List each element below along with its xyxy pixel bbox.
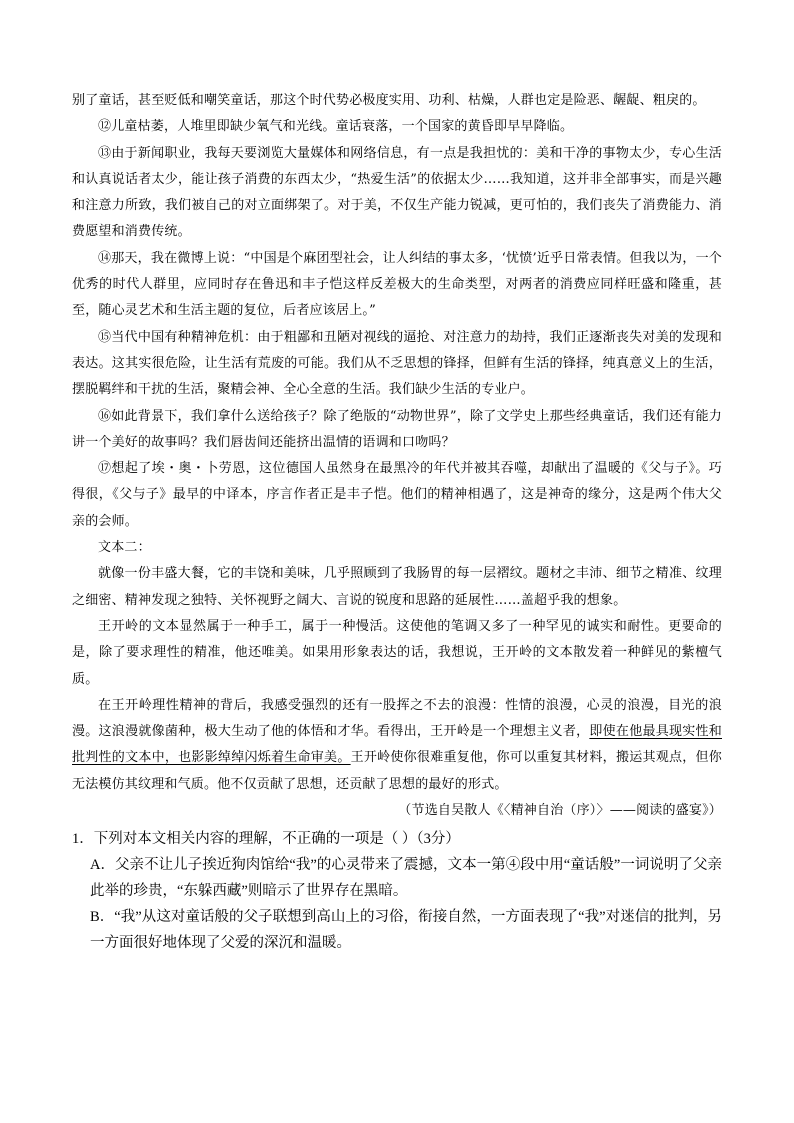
text2-paragraph-3-part-a: 在王开岭理性精神的背后，我感受强烈的还有一股挥之不去的浪漫：性情的浪漫，心灵的浪漫，目光的浪漫。这浪漫就像菌种，极大生动了他的体悟和才华。看得出，王开岭是一个理想主义者， [72,697,722,740]
paragraph-15: ⑮当代中国有种精神危机：由于粗鄙和丑陋对视线的逼抢、对注意力的劫持，我们正逐渐丧失对美的发现和表达。这其实很危险，让生活有荒废的可能。我们从不乏思想的锋择，但鲜有生活的锋择，纯真意义上的生活，摆脱羁绊和干扰的生活，聚精会神、全心全意的生活。我们缺少生活的专业户。 [72,329,722,398]
underlined-sentence: 即使在他最具现实性和批判性的文本中，也影影绰绰闪烁着生命审美。 [72,724,722,766]
paragraph-continued: 别了童话，甚至贬低和嘲笑童话，那这个时代势必极度实用、功利、枯燥，人群也定是险恶、龌龊、粗戾的。 [72,93,706,108]
paragraph-12: ⑫儿童枯萎，人堆里即缺少氧气和光线。童话衰落，一个国家的黄昏即早早降临。 [98,119,574,135]
paragraph-14: ⑭那天，我在微博上说：“中国是个麻团型社会，让人纠结的事太多，‘忧愤’近乎日常表情。但我以为，一个优秀的时代人群里，应同时存在鲁迅和丰子恺这样反差极大的生命类型，对两者的消费应同样旺盛和隆重，甚至，随心灵艺术和生活主题的复位，后者应该居上。” [72,250,722,319]
paragraph-17: ⑰想起了埃・奥・卜劳恩，这位德国人虽然身在最黑冷的年代并被其吞噬，却献出了温暖的《父与子》。巧得很，《父与子》最早的中译本，序言作者正是丰子恺。他们的精神相遇了，这是神奇的缘分，这是两个伟大父亲的会师。 [72,461,722,529]
text2-paragraph-1: 就像一份丰盛大餐，它的丰饶和美味，几乎照顾到了我肠胃的每一层褶纹。题材之丰沛、细节之精准、纹理之细密、精神发现之独特、关怀视野之阔大、言说的锐度和思路的延展性……盖超乎我的想象。 [72,566,722,608]
text2-heading: 文本二： [98,540,151,556]
question-stem: 1．下列对本文相关内容的理解，不正确的一项是（ ）（3分） [72,831,460,848]
text2-paragraph-3 [72,693,722,798]
option-b: B．“我”从这对童话般的父子联想到高山上的习俗，衔接自然，一方面表现了“我”对迷信的批判，另一方面很好地体现了父爱的深沉和温暖。 [90,909,722,952]
source-citation: （节选自吴散人《〈精神自治（序）〉——阅读的盛宴》） [398,803,722,819]
text2-paragraph-3-part-b: 王开岭使你很难重复他，你可以重复其材料，搬运其观点，但你无法模仿其纹理和气质。他不仅贡献了思想，还贡献了思想的最好的形式。 [72,750,723,792]
passage [72,88,722,824]
option-a: A．父亲不让儿子挨近狗肉馆给“我”的心灵带来了震撼，文本一第④段中用“童话般”一词说明了父亲此举的珍贵，“东躲西藏”则暗示了世界存在黑暗。 [90,857,722,900]
question-1 [72,826,722,956]
paragraph-13: ⑬由于新闻职业，我每天要浏览大量媒体和网络信息，有一点是我担忧的：美和干净的事物太少，专心生活和认真说话者太少，能让孩子消费的东西太少，“热爱生活”的依据太少……我知道，这并非全部事实，而是兴趣和注意力所致，我们被自己的对立面绑架了。对于美，不仅生产能力锐减，更可怕的，我们丧失了消费能力、消费愿望和消费传统。 [72,145,722,240]
text2-paragraph-2: 王开岭的文本显然属于一种手工，属于一种慢活。这使他的笔调又多了一种罕见的诚实和耐性。更要命的是，除了要求理性的精准，他还唯美。如果用形象表达的话，我想说，王开岭的文本散发着一种鲜见的紫檀气质。 [72,618,722,687]
paragraph-16: ⑯如此背景下，我们拿什么送给孩子？除了绝版的“动物世界”，除了文学史上那些经典童话，我们还有能力讲一个美好的故事吗？我们唇齿间还能挤出温情的语调和口吻吗？ [72,408,722,450]
document-page [72,88,722,956]
